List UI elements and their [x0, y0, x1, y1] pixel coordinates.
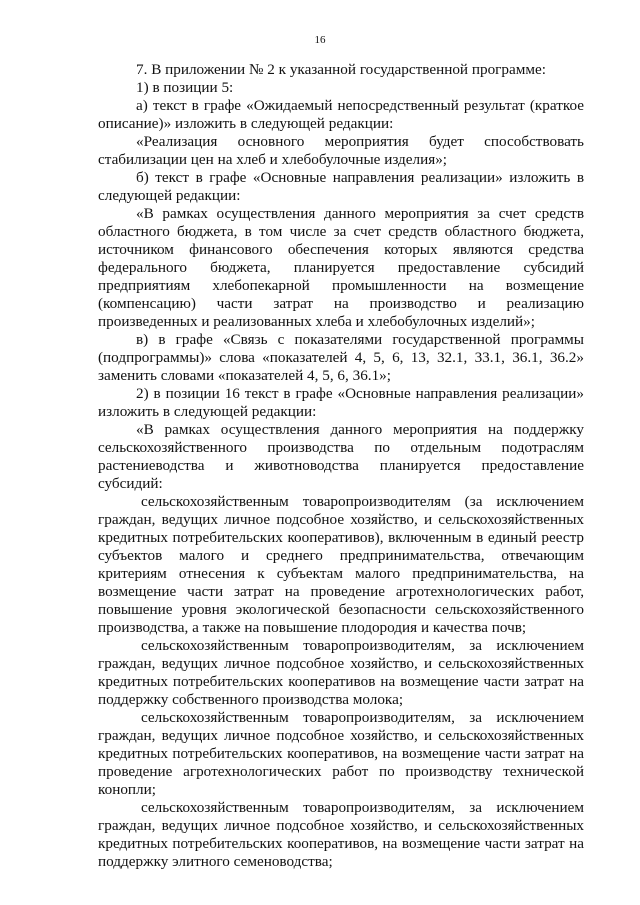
- paragraph-position-16: 2) в позиции 16 текст в графе «Основные направления реализации» изложить в следующей редакции:: [98, 385, 584, 420]
- paragraph-subsidy-agrotech: сельскохозяйственным товаропроизводителям (за исключением граждан, ведущих личное подсобное хозяйство, и сельскохозяйственных кредитных потребительских кооперативов), включенным в единый реестр субъектов малого и среднего предпринимательства, отвечающим критериям отнесения к субъектам малого предпринимательства, на возмещение части затрат на проведение агротехнологических работ, повышение уровня экологической безопасности сельскохозяйственного производства, а также на повышение плодородия и качества почв;: [98, 493, 584, 636]
- paragraph-subitem-a: а) текст в графе «Ожидаемый непосредственный результат (краткое описание)» изложить в следующей редакции:: [98, 97, 584, 132]
- paragraph-subsidy-milk: сельскохозяйственным товаропроизводителям, за исключением граждан, ведущих личное подсобное хозяйство, и сельскохозяйственных кредитных потребительских кооперативов на возмещение части затрат на поддержку собственного производства молока;: [98, 637, 584, 708]
- paragraph-quote-agriculture-intro: «В рамках осуществления данного мероприятия на поддержку сельскохозяйственного производства по отдельным подотраслям растениеводства и животноводства планируется предоставление субсидий:: [98, 421, 584, 492]
- paragraph-subitem-v: в) в графе «Связь с показателями государственной программы (подпрограммы)» слова «показателей 4, 5, 6, 13, 32.1, 33.1, 36.1, 36.2» заменить словами «показателей 4, 5, 6, 36.1»;: [98, 331, 584, 384]
- paragraph-quote-result: «Реализация основного мероприятия будет способствовать стабилизации цен на хлеб и хлебобулочные изделия»;: [98, 133, 584, 168]
- paragraph-subsidy-seeds: сельскохозяйственным товаропроизводителям, за исключением граждан, ведущих личное подсобное хозяйство, и сельскохозяйственных кредитных потребительских кооперативов, на возмещение части затрат на поддержку элитного семеноводства;: [98, 799, 584, 870]
- paragraph-position-5: 1) в позиции 5:: [136, 79, 234, 96]
- paragraph-subsidy-hemp: сельскохозяйственным товаропроизводителям, за исключением граждан, ведущих личное подсобное хозяйство, и сельскохозяйственных кредитных потребительских кооперативов, на возмещение части затрат на проведение агротехнологических работ по производству технической конопли;: [98, 709, 584, 798]
- document-body: [98, 61, 584, 871]
- paragraph-quote-bakery-subsidies: «В рамках осуществления данного мероприятия за счет средств областного бюджета, в том числе за счет средств областного бюджета, источником финансового обеспечения которых являются средства федерального бюджета, планируется предоставление субсидий предприятиям хлебопекарной промышленности на возмещение (компенсацию) части затрат на производство и реализацию произведенных и реализованных хлеба и хлебобулочных изделий»;: [98, 205, 584, 330]
- page-number: 16: [314, 34, 326, 46]
- paragraph-subitem-b: б) текст в графе «Основные направления реализации» изложить в следующей редакции:: [98, 169, 584, 204]
- paragraph-item-7: 7. В приложении № 2 к указанной государственной программе:: [136, 61, 546, 78]
